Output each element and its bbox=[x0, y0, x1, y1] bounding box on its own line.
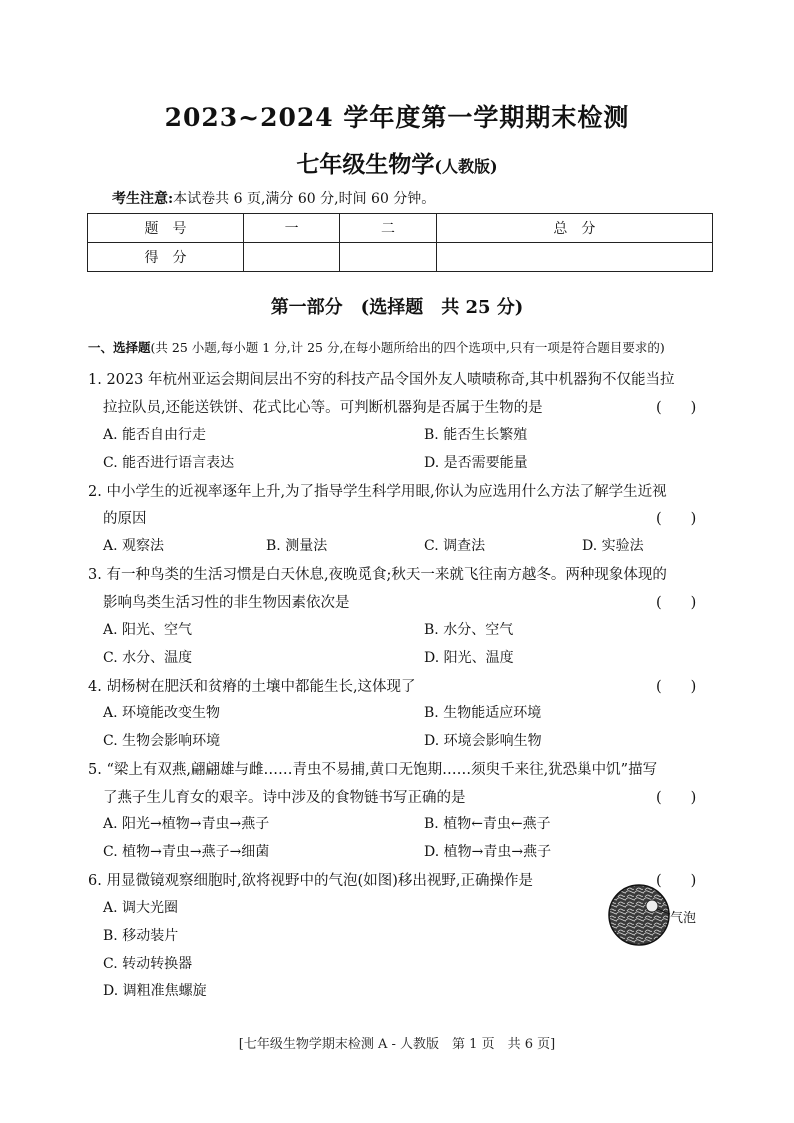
score-cell-total-value bbox=[436, 243, 712, 272]
q1-stem-line-1: 1. 2023 年杭州亚运会期间层出不穷的科技产品令国外友人啧啧称奇,其中机器狗不仅能当拉 bbox=[88, 372, 675, 388]
bubble-label: 气泡 bbox=[670, 911, 697, 926]
section-instructions bbox=[88, 338, 665, 356]
q1-option-c: C. 能否进行语言表达 bbox=[103, 455, 235, 471]
q3-option-b: B. 水分、空气 bbox=[424, 622, 514, 638]
subject-name: 七年级生物学 bbox=[296, 151, 435, 178]
edition-label: (人教版) bbox=[434, 157, 498, 176]
notice-text: 本试卷共 6 页,满分 60 分,时间 60 分钟。 bbox=[173, 191, 436, 207]
q6-option-c: C. 转动转换器 bbox=[103, 956, 193, 972]
score-cell-part-2-value bbox=[340, 243, 436, 272]
notice-label: 考生注意: bbox=[112, 191, 174, 207]
q6-option-d: D. 调粗准焦螺旋 bbox=[103, 983, 207, 999]
q1-option-d: D. 是否需要能量 bbox=[424, 455, 528, 471]
q5-stem-line-2: 了燕子生儿育女的艰辛。诗中涉及的食物链书写正确的是 bbox=[103, 790, 466, 806]
section-label: 一、选择题 bbox=[88, 340, 151, 355]
field-of-view-circle bbox=[609, 885, 669, 945]
q2-stem-line-2: 的原因 bbox=[103, 511, 147, 527]
page-footer: [七年级生物学期末检测 A - 人教版 第 1 页 共 6 页] bbox=[238, 1037, 556, 1052]
q3-stem-line-1: 3. 有一种鸟类的生活习惯是白天休息,夜晚觅食;秋天一来就飞往南方越冬。两种现象体现的 bbox=[88, 567, 667, 583]
section-text: (共 25 小题,每小题 1 分,计 25 分,在每小题所给出的四个选项中,只有一项是符合题目要求的) bbox=[150, 340, 665, 355]
q4-option-a: A. 环境能改变生物 bbox=[103, 705, 221, 721]
score-table-score-row bbox=[88, 243, 713, 272]
q4-answer-blank: ( ) bbox=[656, 679, 697, 695]
q5-option-a: A. 阳光→植物→青虫→燕子 bbox=[103, 816, 270, 832]
score-cell-part-2: 二 bbox=[340, 214, 436, 243]
q2-option-b: B. 测量法 bbox=[266, 538, 328, 554]
score-cell-question-no: 题 号 bbox=[88, 214, 244, 243]
part-one-title: 第一部分 (选择题 共 25 分) bbox=[270, 297, 524, 318]
q1-stem-line-2: 拉拉队员,还能送铁饼、花式比心等。可判断机器狗是否属于生物的是 bbox=[103, 400, 543, 416]
q6-option-a: A. 调大光圈 bbox=[103, 900, 179, 916]
exam-notice bbox=[112, 188, 435, 208]
q2-answer-blank: ( ) bbox=[656, 511, 697, 527]
q5-stem-line-1: 5. “梁上有双燕,翩翩雄与雌……青虫不易捕,黄口无饱期……须臾千来往,犹恐巢中饥”描写 bbox=[88, 762, 658, 778]
score-cell-score-label: 得 分 bbox=[88, 243, 244, 272]
q3-option-a: A. 阳光、空气 bbox=[103, 622, 193, 638]
score-cell-part-1-value bbox=[244, 243, 340, 272]
q1-option-a: A. 能否自由行走 bbox=[103, 427, 207, 443]
q3-stem-line-2: 影响鸟类生活习性的非生物因素依次是 bbox=[103, 595, 350, 611]
score-table bbox=[87, 213, 713, 272]
q2-stem-line-1: 2. 中小学生的近视率逐年上升,为了指导学生科学用眼,你认为应选用什么方法了解学生近视 bbox=[88, 484, 667, 500]
q5-answer-blank: ( ) bbox=[656, 790, 697, 806]
q6-stem-line-1: 6. 用显微镜观察细胞时,欲将视野中的气泡(如图)移出视野,正确操作是 bbox=[88, 873, 533, 889]
q3-option-d: D. 阳光、温度 bbox=[424, 650, 514, 666]
q4-option-c: C. 生物会影响环境 bbox=[103, 733, 221, 749]
q4-option-d: D. 环境会影响生物 bbox=[424, 733, 542, 749]
q4-stem-line-1: 4. 胡杨树在肥沃和贫瘠的土壤中都能生长,这体现了 bbox=[88, 679, 416, 695]
q2-option-d: D. 实验法 bbox=[582, 538, 644, 554]
q3-answer-blank: ( ) bbox=[656, 595, 697, 611]
q2-option-c: C. 调查法 bbox=[424, 538, 486, 554]
q1-option-b: B. 能否生长繁殖 bbox=[424, 427, 528, 443]
q2-option-a: A. 观察法 bbox=[103, 538, 165, 554]
q6-option-b: B. 移动装片 bbox=[103, 928, 179, 944]
q4-option-b: B. 生物能适应环境 bbox=[424, 705, 542, 721]
exam-subtitle bbox=[0, 146, 794, 179]
exam-title: 2023~2024 学年度第一学期期末检测 bbox=[164, 103, 630, 132]
q5-option-b: B. 植物←青虫←燕子 bbox=[424, 816, 551, 832]
q5-option-c: C. 植物→青虫→燕子→细菌 bbox=[103, 844, 270, 860]
q3-option-c: C. 水分、温度 bbox=[103, 650, 193, 666]
q5-option-d: D. 植物→青虫→燕子 bbox=[424, 844, 552, 860]
score-cell-part-1: 一 bbox=[244, 214, 340, 243]
air-bubble bbox=[646, 900, 658, 912]
score-table-header-row bbox=[88, 214, 713, 243]
q6-answer-blank: ( ) bbox=[656, 873, 697, 889]
score-cell-total: 总 分 bbox=[436, 214, 712, 243]
q1-answer-blank: ( ) bbox=[656, 400, 697, 416]
